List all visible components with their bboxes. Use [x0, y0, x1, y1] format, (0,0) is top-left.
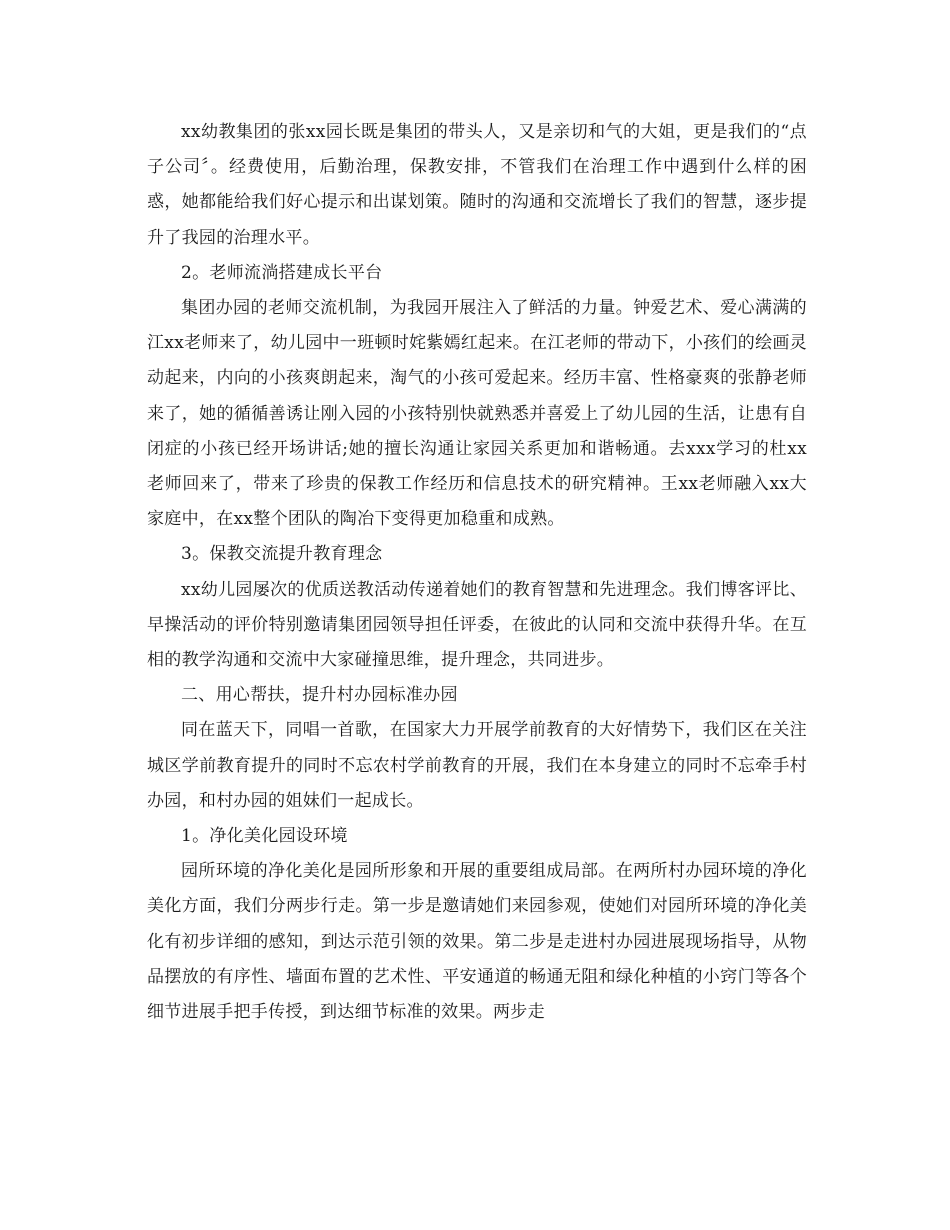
document-body — [147, 115, 807, 1030]
paragraph-teacher-exchange: 集团办园的老师交流机制，为我园开展注入了鲜活的力量。钟爱艺术、爱心满满的江xx老师来了，幼儿园中一班顿时姹紫嫣红起来。在江老师的带动下，小孩们的绘画灵动起来，内向的小孩爽朗起来，淘气的小孩可爱起来。经历丰富、性格豪爽的张静老师来了，她的循循善诱让刚入园的小孩特别快就熟悉并喜爱上了幼儿园的生活，让患有自闭症的小孩已经开场讲话;她的擅长沟通让家园关系更加和谐畅通。去xxx学习的杜xx老师回来了，带来了珍贵的保教工作经历和信息技术的研究精神。王xx老师融入xx大家庭中，在xx整个团队的陶冶下变得更加稳重和成熟。 — [147, 298, 807, 530]
section-heading-teacher-exchange: 2。老师流淌搭建成长平台 — [181, 262, 383, 283]
paragraph-environment: 园所环境的净化美化是园所形象和开展的重要组成局部。在两所村办园环境的净化美化方面，我们分两步行走。第一步是邀请她们来园参观，使她们对园所环境的净化美化有初步详细的感知，到达示范引领的效果。第二步是走进村办园进展现场指导，从物品摆放的有序性、墙面布置的艺术性、平安通道的畅通无阻和绿化种植的小窍门等各个细节进展手把手传授，到达细节标准的效果。两步走 — [147, 861, 807, 1023]
section-heading-environment: 1。净化美化园设环境 — [181, 826, 348, 847]
paragraph-education-exchange: xx幼儿园屡次的优质送教活动传递着她们的教育智慧和先进理念。我们博客评比、早操活动的评价特别邀请集团园领导担任评委，在彼此的认同和交流中获得升华。在互相的教学沟通和交流中大家碰撞思维，提升理念，共同进步。 — [147, 579, 807, 671]
paragraph-village-support: 同在蓝天下，同唱一首歌，在国家大力开展学前教育的大好情势下，我们区在关注城区学前教育提升的同时不忘农村学前教育的开展，我们在本身建立的同时不忘牵手村办园，和村办园的姐妹们一起成长。 — [147, 720, 807, 811]
section-heading-education-exchange: 3。保教交流提升教育理念 — [181, 544, 383, 565]
paragraph-leader-intro: xx幼教集团的张xx园长既是集团的带头人，又是亲切和气的大姐，更是我们的“点子公司〞。经费使用，后勤治理，保教安排，不管我们在治理工作中遇到什么样的困惑，她都能给我们好心提示和出谋划策。随时的沟通和交流增长了我们的智慧，逐步提升了我园的治理水平。 — [147, 122, 807, 248]
section-heading-village-support: 二、用心帮扶，提升村办园标准办园 — [181, 685, 458, 706]
